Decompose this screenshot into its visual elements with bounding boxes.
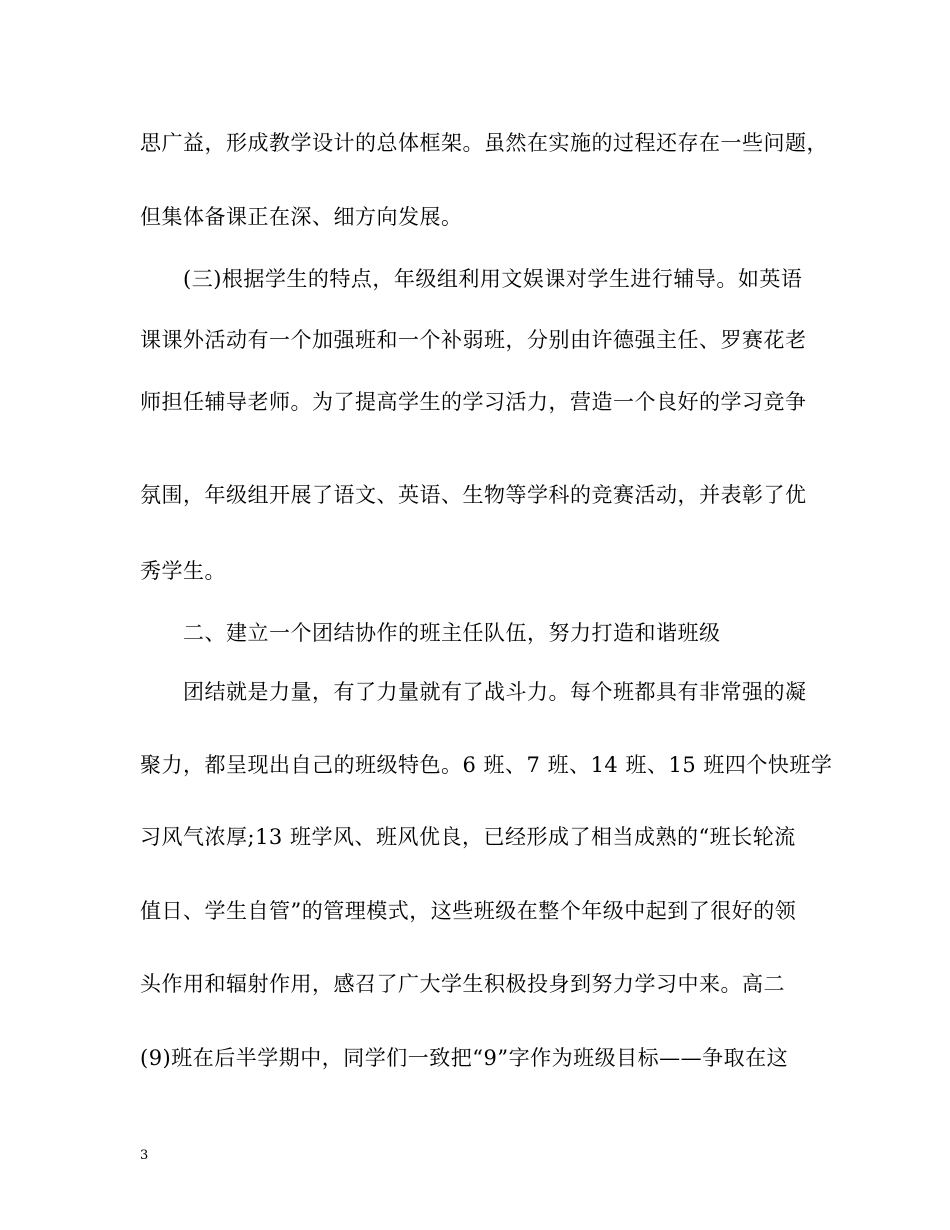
paragraph-line: 习风气浓厚;13 班学风、班风优良，已经形成了相当成熟的“班长轮流 bbox=[140, 825, 796, 849]
paragraph-line: 但集体备课正在深、细方向发展。 bbox=[140, 205, 463, 229]
paragraph-line: (9)班在后半学期中，同学们一致把“9”字作为班级目标——争取在这 bbox=[140, 1046, 789, 1070]
paragraph-line: (三)根据学生的特点，年级组利用文娱课对学生进行辅导。如英语 bbox=[183, 267, 803, 291]
paragraph-line: 头作用和辐射作用，感召了广大学生积极投身到努力学习中来。高二 bbox=[140, 972, 785, 996]
paragraph-line: 课课外活动有一个加强班和一个补弱班，分别由许德强主任、罗赛花老 bbox=[140, 328, 807, 352]
paragraph-line: 秀学生。 bbox=[140, 559, 226, 583]
paragraph-line: 聚力，都呈现出自己的班级特色。6 班、7 班、14 班、15 班四个快班学 bbox=[140, 753, 833, 777]
paragraph-line: 值日、学生自管”的管理模式，这些班级在整个年级中起到了很好的领 bbox=[140, 899, 797, 923]
paragraph-line: 思广益，形成教学设计的总体框架。虽然在实施的过程还存在一些问题， bbox=[140, 131, 828, 155]
paragraph-line: 团结就是力量，有了力量就有了战斗力。每个班都具有非常强的凝 bbox=[183, 680, 807, 704]
paragraph-line: 师担任辅导老师。为了提高学生的学习活力，营造一个良好的学习竞争 bbox=[140, 390, 807, 414]
section-heading: 二、建立一个团结协作的班主任队伍，努力打造和谐班级 bbox=[183, 621, 721, 645]
paragraph-line: 氛围，年级组开展了语文、英语、生物等学科的竞赛活动，并表彰了优 bbox=[140, 483, 807, 507]
page-number: 3 bbox=[140, 1148, 149, 1163]
